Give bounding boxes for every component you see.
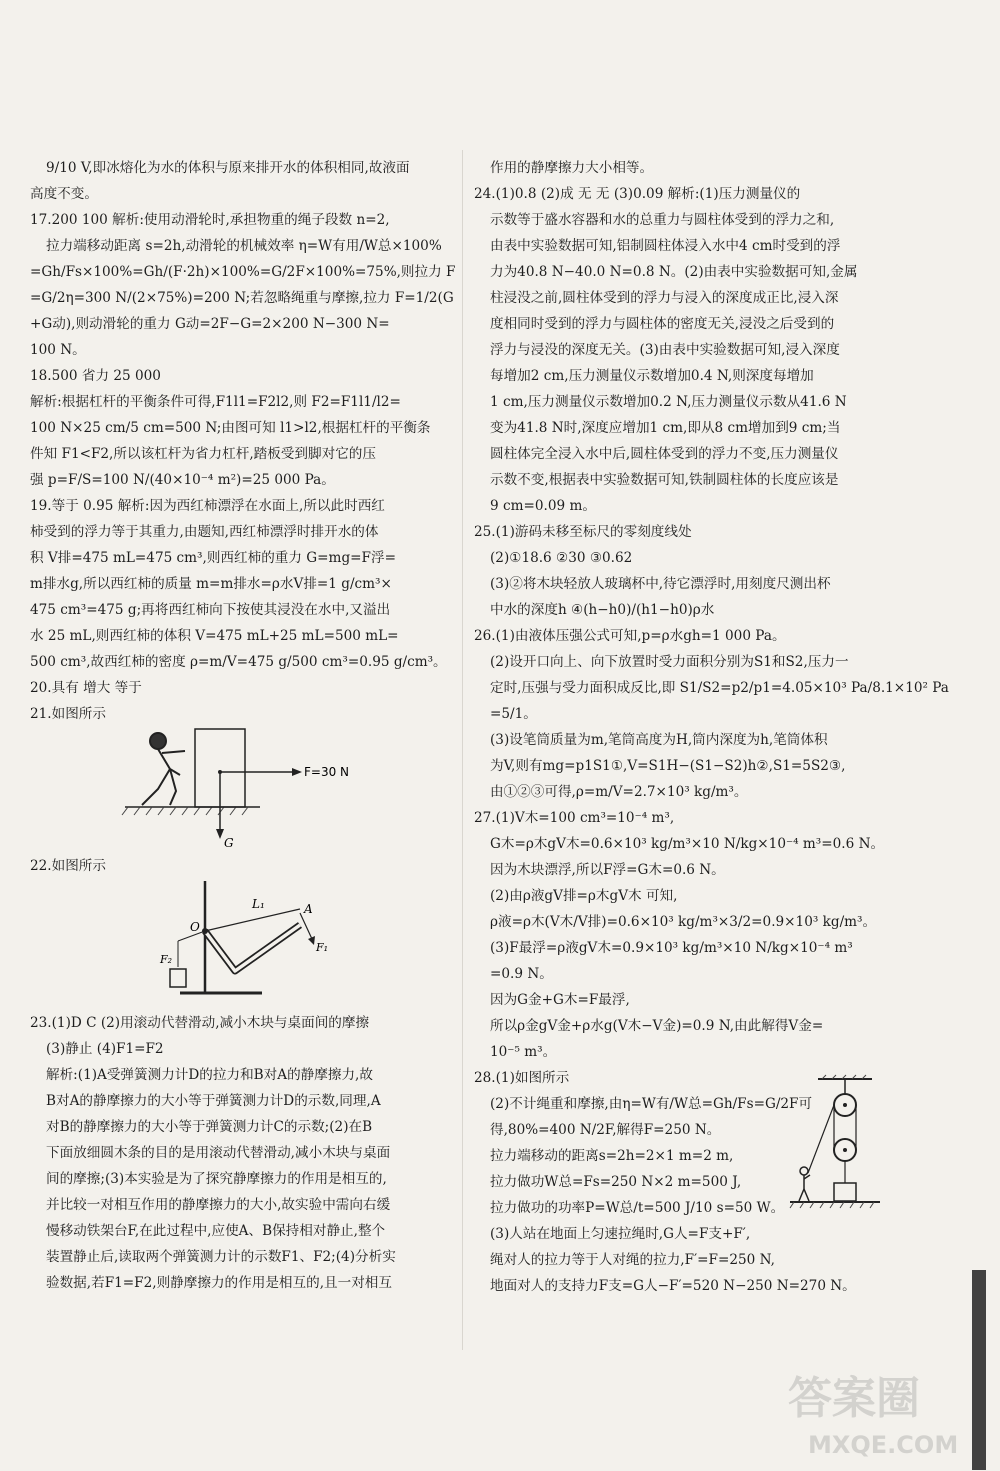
- text-line: 下面放细圆木条的目的是用滚动代替滑动,减小木块与桌面: [46, 1145, 391, 1161]
- text-line: ρ液=ρ木(V木/V排)=0.6×10³ kg/m³×3/2=0.9×10³ kg/m³。: [490, 914, 877, 930]
- q22-answer: 22.如图所示: [30, 858, 106, 874]
- text-line: 积 V排=475 mL=475 cm³,则西红柿的重力 G=mg=F浮=: [30, 550, 396, 566]
- text-line: 力为40.8 N−40.0 N=0.8 N。(2)由表中实验数据可知,金属: [490, 264, 858, 280]
- text-line: +G动),则动滑轮的重力 G动=2F−G=2×200 N−300 N=: [30, 316, 390, 332]
- text-line: (3)②将木块轻放人玻璃杯中,待它漂浮时,用刻度尺测出杯: [490, 576, 831, 592]
- text-line: 定时,压强与受力面积成反比,即 S1/S2=p2/p1=4.05×10³ Pa/8.1×10² Pa: [490, 680, 949, 696]
- figure-22-lever: [30, 881, 455, 1006]
- text-line: 拉力端移动距离 s=2h,动滑轮的机械效率 η=W有用/W总×100%: [46, 238, 442, 254]
- force-F1: [300, 913, 312, 939]
- text-line: 强 p=F/S=100 N/(40×10⁻⁴ m²)=25 000 Pa。: [30, 472, 335, 488]
- text-line: =0.9 N。: [490, 966, 553, 982]
- weight-block: [170, 969, 186, 987]
- q18-answer: 18.500 省力 25 000: [30, 368, 161, 384]
- text-line: 解析:根据杠杆的平衡条件可得,F1l1=F2l2,则 F2=F1l1/l2=: [30, 394, 401, 410]
- text-line: 中水的深度h ④(h−h0)/(h1−h0)ρ水: [490, 602, 715, 618]
- text-line: 拉力做功W总=Fs=250 N×2 m=500 J,: [490, 1174, 742, 1190]
- text-line: 件知 F1<F2,所以该杠杆为省力杠杆,踏板受到脚对它的压: [30, 446, 376, 462]
- text-line: 作用的静摩擦力大小相等。: [490, 160, 654, 176]
- text-line: =G/2η=300 N/(2×75%)=200 N;若忽略绳重与摩擦,拉力 F=1/2(G: [30, 290, 454, 306]
- text-line: 度相同时受到的浮力与圆柱体的密度无关,浸没之后受到的: [490, 316, 835, 332]
- text-line: 变为41.8 N时,深度应增加1 cm,即从8 cm增加到9 cm;当: [490, 420, 841, 436]
- text-line: 绳对人的拉力等于人对绳的拉力,F′=F=250 N,: [490, 1252, 775, 1268]
- text-line: 因为G金+G木=F最浮,: [490, 992, 630, 1008]
- q27-answer: 27.(1)V木=100 cm³=10⁻⁴ m³,: [474, 810, 675, 826]
- text-line: (2)由ρ液gV排=ρ木gV木 可知,: [490, 888, 678, 904]
- arm-L1: [205, 909, 300, 931]
- q26-answer: 26.(1)由液体压强公式可知,p=ρ水gh=1 000 Pa。: [474, 628, 786, 644]
- text-line: 100 N×25 cm/5 cm=500 N;由图可知 l1>l2,根据杠杆的平衡条: [30, 420, 431, 436]
- watermark-url: MXQE.COM: [808, 1431, 959, 1459]
- text-line: 解析:(1)A受弹簧测力计D的拉力和B对A的静摩擦力,故: [46, 1067, 373, 1083]
- text-line: 对B的静摩擦力的大小等于弹簧测力计C的示数;(2)在B: [46, 1119, 373, 1135]
- figure-28-pulley: [790, 1075, 880, 1215]
- force-label: F=30 N: [304, 765, 350, 779]
- text-line: 拉力端移动的距离s=2h=2×1 m=2 m,: [490, 1148, 734, 1164]
- text-line: 间的摩擦;(3)本实验是为了探究静摩擦力的作用是相互的,: [46, 1171, 387, 1187]
- q20-answer: 20.具有 增大 等于: [30, 680, 142, 696]
- text-line: (2)设开口向上、向下放置时受力面积分别为S1和S2,压力一: [490, 654, 849, 670]
- text-line: 10⁻⁵ m³。: [490, 1044, 557, 1060]
- text-line: 因为木块漂浮,所以F浮=G木=0.6 N。: [490, 862, 725, 878]
- text-line: 高度不变。: [30, 186, 98, 202]
- label-L1: L₁: [252, 897, 265, 911]
- text-line: 并比较一对相互作用的静摩擦力的大小,故实验中需向右缓: [46, 1197, 391, 1213]
- label-A: A: [304, 902, 313, 916]
- text-line: 9/10 V,即冰熔化为水的体积与原来排开水的体积相同,故液面: [46, 160, 410, 176]
- left-column: [30, 155, 455, 1296]
- text-line: (3)人站在地面上匀速拉绳时,G人=F支+F′,: [490, 1226, 751, 1242]
- watermark-logo: [778, 1353, 978, 1463]
- text-line: 示数等于盛水容器和水的总重力与圆柱体受到的浮力之和,: [490, 212, 835, 228]
- gravity-label: G: [224, 836, 234, 850]
- text-line: 慢移动铁架台F,在此过程中,应使A、B保持相对静止,整个: [46, 1223, 386, 1239]
- q24-answer: 24.(1)0.8 (2)成 无 无 (3)0.09 解析:(1)压力测量仪的: [474, 186, 801, 202]
- watermark-title: 答案圈: [788, 1373, 920, 1424]
- text-line: 由①②③可得,ρ=m/V=2.7×10³ kg/m³。: [490, 784, 748, 800]
- person-icon: [799, 1167, 810, 1201]
- text-line: 1 cm,压力测量仪示数增加0.2 N,压力测量仪示数从41.6 N: [490, 394, 847, 410]
- text-line: =Gh/Fs×100%=Gh/(F·2h)×100%=G/2F×100%=75%,则拉力 F: [30, 264, 456, 280]
- text-line: 浮力与浸没的深度无关。(3)由表中实验数据可知,浸入深度: [490, 342, 840, 358]
- load-block: [834, 1183, 856, 1201]
- text-line: (2)①18.6 ②30 ③0.62: [490, 550, 633, 566]
- text-line: 得,80%=400 N/2F,解得F=250 N。: [490, 1122, 721, 1138]
- text-line: 拉力做功的功率P=W总/t=500 J/10 s=50 W。: [490, 1200, 785, 1216]
- text-line: 圆柱体完全浸入水中后,圆柱体受到的浮力不变,压力测量仪: [490, 446, 839, 462]
- text-line: (3)设笔筒质量为m,笔筒高度为H,筒内深度为h,笔筒体积: [490, 732, 828, 748]
- person-icon: [142, 733, 185, 805]
- text-line: =5/1。: [490, 706, 537, 722]
- column-divider: [462, 150, 463, 1350]
- text-line: 每增加2 cm,压力测量仪示数增加0.4 N,则深度每增加: [490, 368, 814, 384]
- text-line: 100 N。: [30, 342, 86, 358]
- label-O: O: [190, 920, 200, 934]
- text-line: 柱浸没之前,圆柱体受到的浮力与浸入的深度成正比,浸入深: [490, 290, 839, 306]
- text-line: G木=ρ木gV木=0.6×10³ kg/m³×10 N/kg×10⁻⁴ m³=0.6 N。: [490, 836, 885, 852]
- text-line: (3)F最浮=ρ液gV木=0.9×10³ kg/m³×10 N/kg×10⁻⁴ m³: [490, 940, 853, 956]
- text-line: 475 cm³=475 g;再将西红柿向下按使其浸没在水中,又溢出: [30, 602, 391, 618]
- text-line: 500 cm³,故西红柿的密度 ρ=m/V=475 g/500 cm³=0.95 g/cm³。: [30, 654, 447, 670]
- q19-answer: 19.等于 0.95 解析:因为西红柿漂浮在水面上,所以此时西红: [30, 498, 385, 514]
- q23-answer: 23.(1)D C (2)用滚动代替滑动,减小木块与桌面间的摩擦: [30, 1015, 370, 1031]
- text-line: 为V,则有mg=p1S1①,V=S1H−(S1−S2)h②,S1=5S2③,: [490, 758, 846, 774]
- q25-answer: 25.(1)游码未移至标尺的零刻度线处: [474, 524, 692, 540]
- q17-answer: 17.200 100 解析:使用动滑轮时,承担物重的绳子段数 n=2,: [30, 212, 390, 228]
- text-line: 水 25 mL,则西红柿的体积 V=475 mL+25 mL=500 mL=: [30, 628, 399, 644]
- q21-answer: 21.如图所示: [30, 706, 106, 722]
- text-line: 地面对人的支持力F支=G人−F′=520 N−250 N=270 N。: [490, 1278, 856, 1294]
- text-line: 柿受到的浮力等于其重力,由题知,西红柿漂浮时排开水的体: [30, 524, 379, 540]
- text-line: 9 cm=0.09 m。: [490, 498, 596, 514]
- text-line: 示数不变,根据表中实验数据可知,铁制圆柱体的长度应该是: [490, 472, 839, 488]
- label-F1: F₁: [316, 941, 329, 954]
- text-line: 验数据,若F1=F2,则静摩擦力的作用是相互的,且一对相互: [46, 1275, 392, 1291]
- figure-21-push-box: [30, 729, 455, 849]
- q28-answer: 28.(1)如图所示: [474, 1070, 570, 1086]
- text-line: 由表中实验数据可知,铝制圆柱体浸入水中4 cm时受到的浮: [490, 238, 841, 254]
- text-line: 装置静止后,读取两个弹簧测力计的示数F1、F2;(4)分析实: [46, 1249, 396, 1265]
- text-line: 所以ρ金gV金+ρ水g(V木−V金)=0.9 N,由此解得V金=: [490, 1018, 824, 1034]
- text-line: B对A的静摩擦力的大小等于弹簧测力计D的示数,同理,A: [46, 1093, 381, 1109]
- text-line: m排水g,所以西红柿的质量 m=m排水=ρ水V排=1 g/cm³×: [30, 576, 392, 592]
- text-line: (3)静止 (4)F1=F2: [46, 1041, 164, 1057]
- label-F2: F₂: [160, 953, 173, 966]
- text-line: (2)不计绳重和摩擦,由η=W有/W总=Gh/Fs=G/2F可: [490, 1096, 813, 1112]
